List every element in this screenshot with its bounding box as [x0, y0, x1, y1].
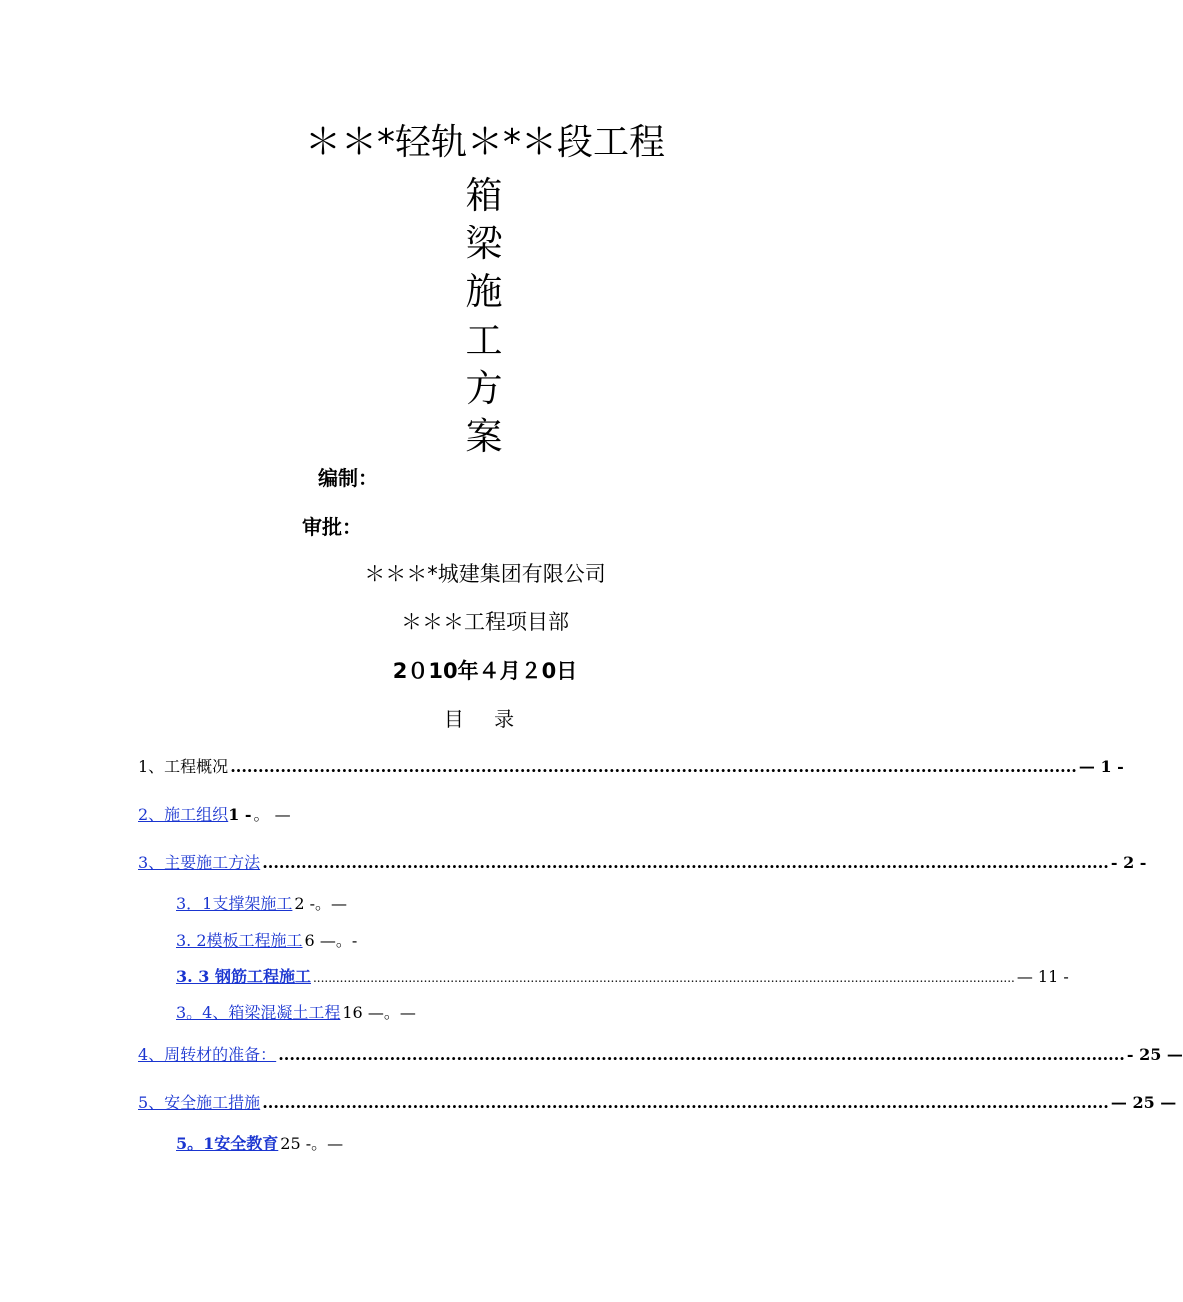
toc-page-number: - 2 - [1110, 853, 1147, 872]
toc-entry[interactable] [138, 1090, 1177, 1113]
toc-entry-title[interactable]: 2、施工组织 [138, 805, 229, 824]
toc-entry-title[interactable]: 3．1支撑架施工 [176, 894, 293, 913]
vertical-title-char: 梁 [465, 222, 503, 265]
toc-page-number: 1 - [228, 805, 252, 824]
toc-page-number: — 11 - [1016, 967, 1069, 986]
vertical-title-char: 箱 [465, 174, 503, 217]
toc-entry-title[interactable]: 3。4、箱梁混凝土工程 [176, 1003, 341, 1022]
document-title: ＊＊*轻轨＊*＊段工程 [304, 122, 665, 163]
toc-entry[interactable] [138, 850, 1147, 873]
toc-entry-title[interactable]: 4、周转材的准备： [138, 1045, 277, 1064]
toc-leader: ........................................................................................................................................................................................ [312, 971, 1015, 985]
toc-leader: ........................................................................................................................................................ [230, 757, 1077, 776]
toc-entry[interactable] [176, 964, 1069, 987]
toc-entry-title[interactable]: 3. 3 钢筋工程施工 [176, 967, 311, 986]
toc-entry[interactable] [176, 1131, 343, 1154]
vertical-title-char: 方 [465, 367, 503, 410]
vertical-title-char: 施 [465, 270, 503, 313]
toc-entry-title[interactable]: 1、工程概况 [138, 757, 229, 776]
toc-entry[interactable] [138, 1042, 1183, 1065]
department-name: ＊＊＊工程项目部 [401, 610, 569, 634]
toc-entry-title[interactable]: 5、安全施工措施 [138, 1093, 261, 1112]
toc-suffix: 2 -。— [294, 894, 348, 913]
toc-entry-title[interactable]: 3. 2模板工程施工 [176, 931, 303, 950]
toc-suffix: 16 —。— [342, 1003, 416, 1022]
approved-by-label: 审批： [302, 515, 362, 539]
toc-leader: ........................................................................................................................................................ [262, 853, 1109, 872]
toc-page-number: — 1 - [1078, 757, 1124, 776]
toc-heading: 目 录 [443, 707, 527, 731]
toc-suffix: 6 —。- [304, 931, 358, 950]
toc-page-number: - 25 — [1126, 1045, 1183, 1064]
toc-suffix: 25 -。— [280, 1134, 344, 1153]
document-date: 2０10年４月２0日 [392, 659, 578, 683]
toc-entry-title[interactable]: 3、主要施工方法 [138, 853, 261, 872]
toc-entry[interactable] [138, 802, 291, 825]
toc-entry[interactable] [138, 754, 1124, 777]
toc-entry-title[interactable]: 5。1安全教育 [176, 1134, 279, 1153]
toc-entry[interactable] [176, 1000, 416, 1023]
toc-suffix: 。 — [253, 805, 291, 824]
vertical-title-char: 案 [465, 415, 503, 458]
vertical-title-char: 工 [465, 319, 503, 362]
toc-leader: ........................................................................................................................................................ [278, 1045, 1125, 1064]
compiled-by-label: 编制： [318, 466, 378, 490]
toc-page-number: — 25 — [1110, 1093, 1177, 1112]
toc-entry[interactable] [176, 891, 347, 914]
company-name: ＊＊＊*城建集团有限公司 [364, 562, 606, 586]
toc-leader: ........................................................................................................................................................ [262, 1093, 1109, 1112]
toc-entry[interactable] [176, 928, 357, 951]
